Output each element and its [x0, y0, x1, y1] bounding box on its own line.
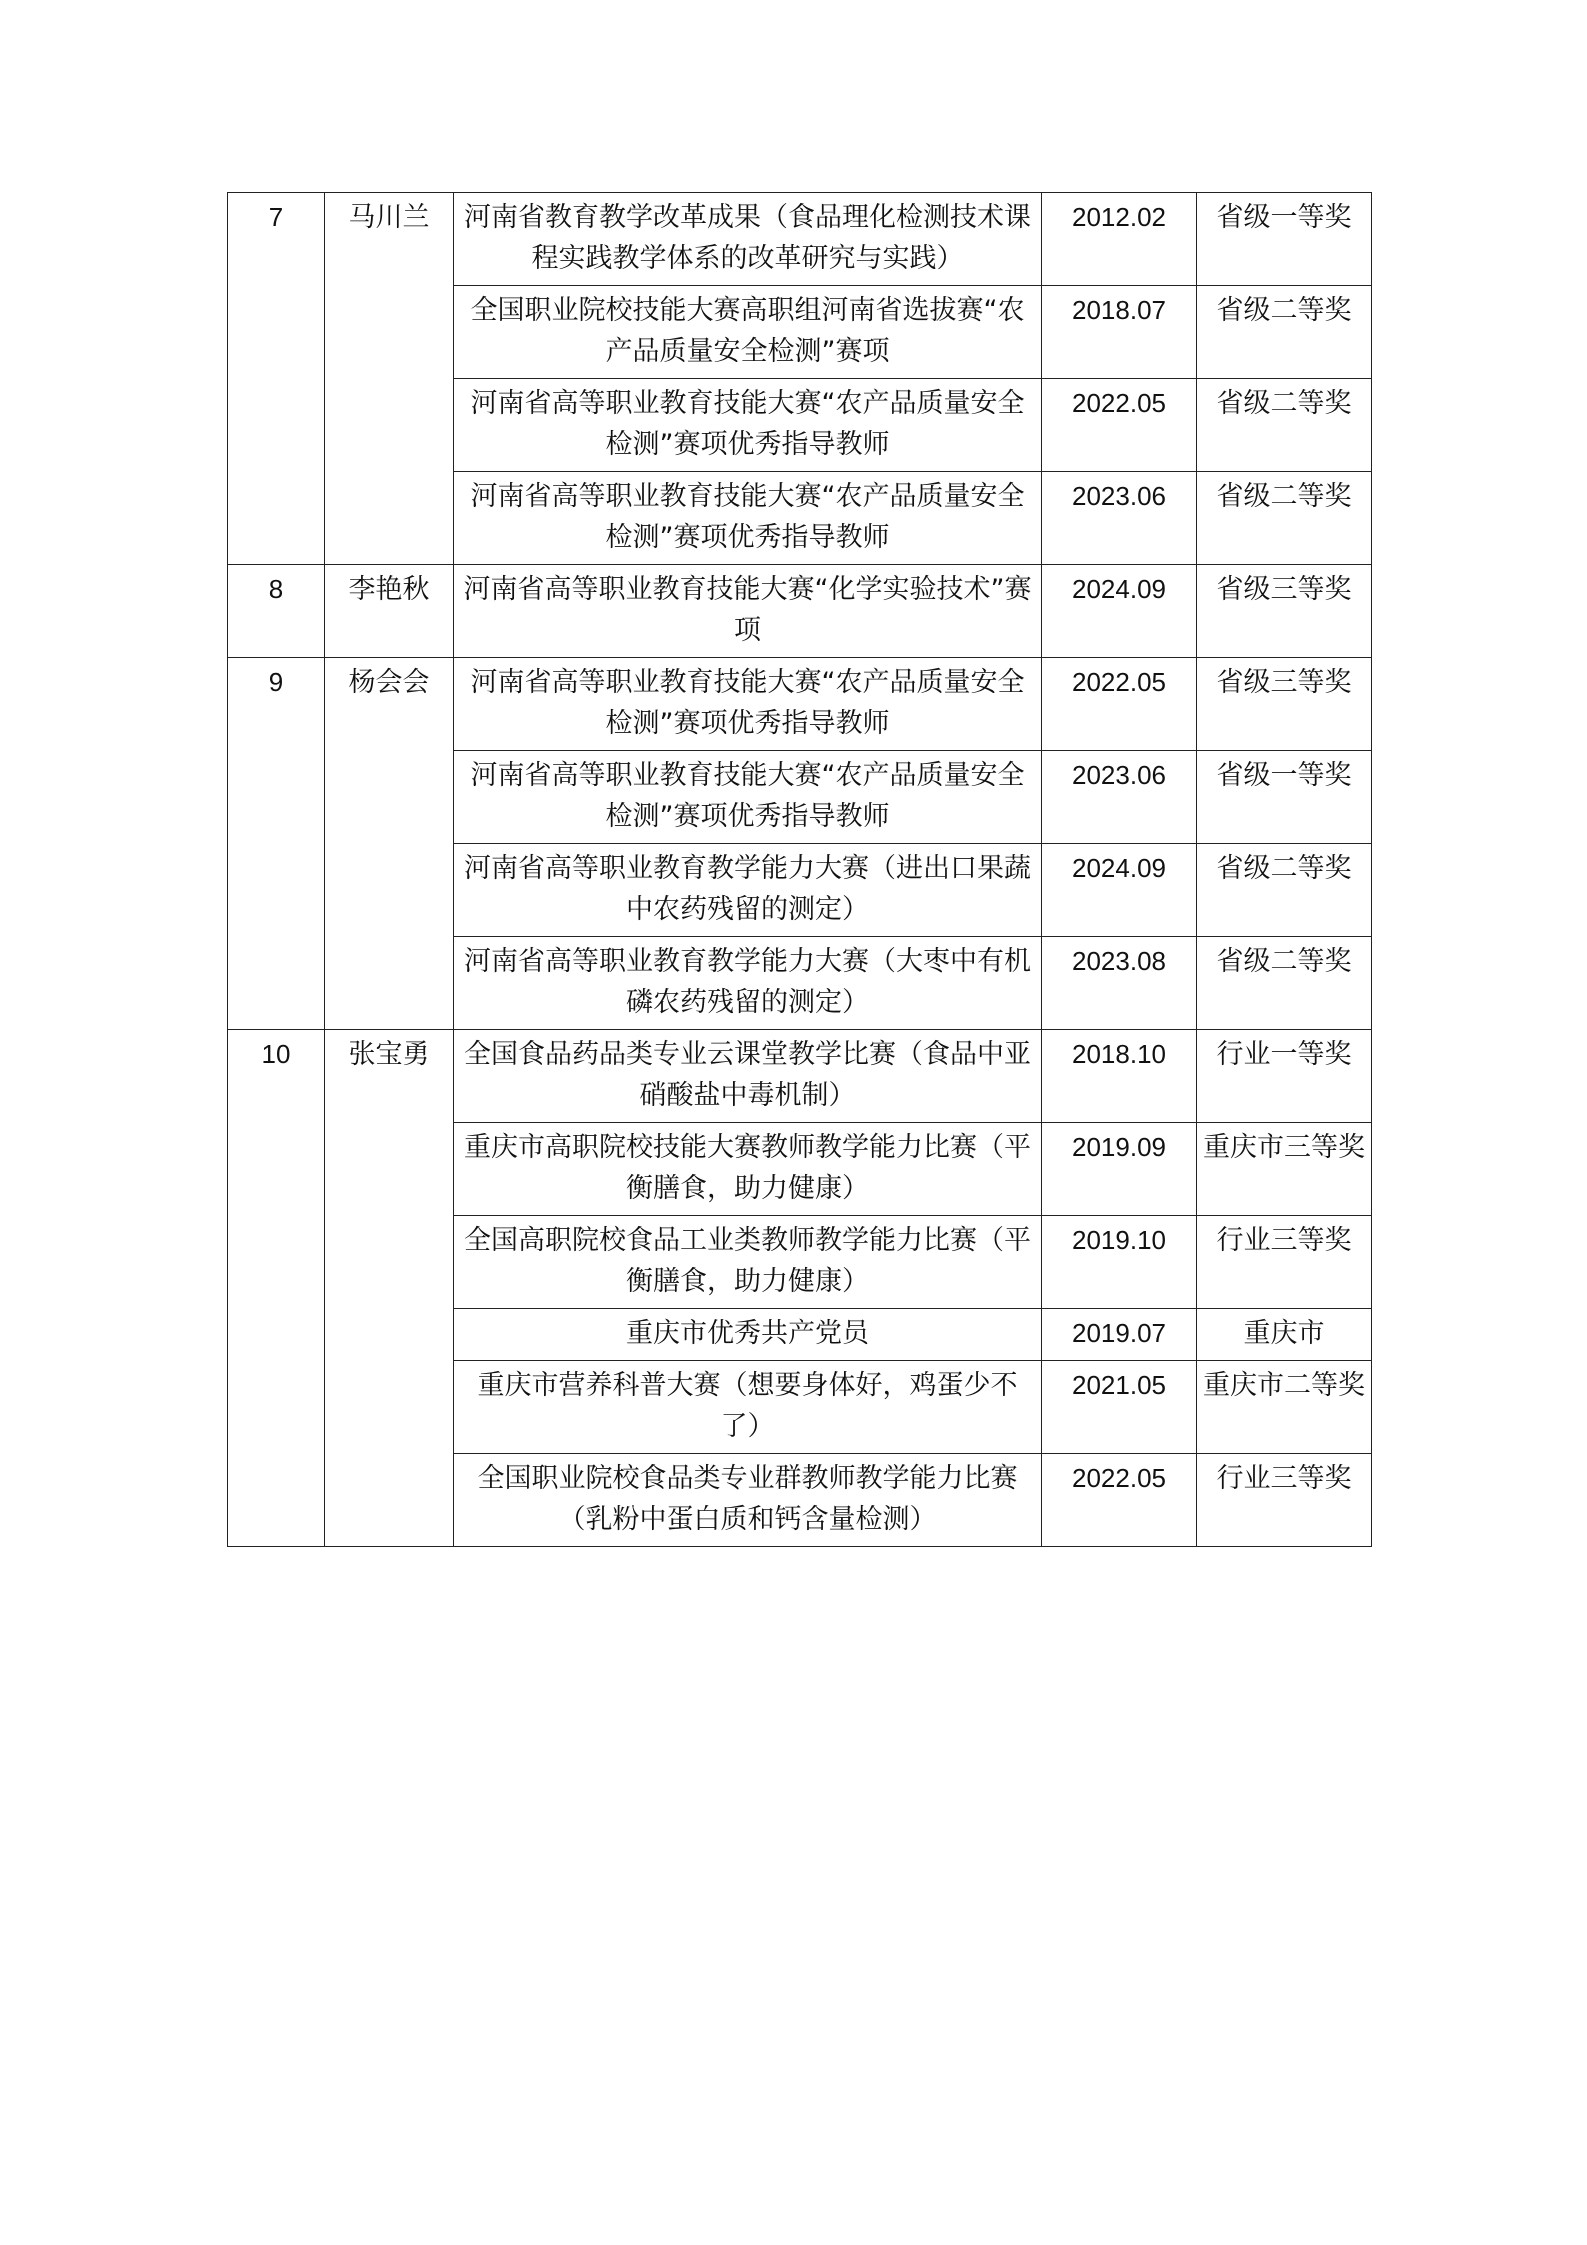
row-number: 8	[228, 565, 325, 658]
person-name: 张宝勇	[325, 1030, 454, 1547]
award-date: 2018.07	[1042, 286, 1197, 379]
row-number: 10	[228, 1030, 325, 1547]
award-level: 重庆市二等奖	[1197, 1361, 1372, 1454]
award-date: 2024.09	[1042, 565, 1197, 658]
award-level: 省级二等奖	[1197, 937, 1372, 1030]
person-name: 马川兰	[325, 193, 454, 565]
award-level: 重庆市三等奖	[1197, 1123, 1372, 1216]
person-name: 李艳秋	[325, 565, 454, 658]
award-date: 2019.09	[1042, 1123, 1197, 1216]
award-level: 省级一等奖	[1197, 751, 1372, 844]
award-date: 2012.02	[1042, 193, 1197, 286]
award-title: 重庆市营养科普大赛（想要身体好，鸡蛋少不了）	[454, 1361, 1042, 1454]
row-number: 9	[228, 658, 325, 1030]
table-row	[228, 193, 1372, 286]
person-name: 杨会会	[325, 658, 454, 1030]
award-title: 河南省高等职业教育技能大赛“农产品质量安全检测”赛项优秀指导教师	[454, 751, 1042, 844]
award-date: 2019.10	[1042, 1216, 1197, 1309]
award-date: 2023.06	[1042, 751, 1197, 844]
award-date: 2019.07	[1042, 1309, 1197, 1361]
award-date: 2022.05	[1042, 658, 1197, 751]
award-level: 省级一等奖	[1197, 193, 1372, 286]
award-title: 河南省高等职业教育技能大赛“农产品质量安全检测”赛项优秀指导教师	[454, 472, 1042, 565]
award-date: 2023.06	[1042, 472, 1197, 565]
award-level: 省级二等奖	[1197, 379, 1372, 472]
award-title: 全国职业院校技能大赛高职组河南省选拔赛“农产品质量安全检测”赛项	[454, 286, 1042, 379]
award-title: 全国职业院校食品类专业群教师教学能力比赛（乳粉中蛋白质和钙含量检测）	[454, 1454, 1042, 1547]
row-number: 7	[228, 193, 325, 565]
award-level: 省级二等奖	[1197, 472, 1372, 565]
award-title: 河南省高等职业教育技能大赛“农产品质量安全检测”赛项优秀指导教师	[454, 379, 1042, 472]
award-level: 行业一等奖	[1197, 1030, 1372, 1123]
award-level: 省级二等奖	[1197, 286, 1372, 379]
award-date: 2018.10	[1042, 1030, 1197, 1123]
award-level: 重庆市	[1197, 1309, 1372, 1361]
award-title: 河南省高等职业教育技能大赛“化学实验技术”赛项	[454, 565, 1042, 658]
awards-table	[227, 192, 1372, 1547]
award-title: 河南省高等职业教育教学能力大赛（进出口果蔬中农药残留的测定）	[454, 844, 1042, 937]
award-title: 河南省高等职业教育教学能力大赛（大枣中有机磷农药残留的测定）	[454, 937, 1042, 1030]
award-title: 全国高职院校食品工业类教师教学能力比赛（平衡膳食，助力健康）	[454, 1216, 1042, 1309]
award-title: 河南省高等职业教育技能大赛“农产品质量安全检测”赛项优秀指导教师	[454, 658, 1042, 751]
table-row	[228, 565, 1372, 658]
table-row	[228, 658, 1372, 751]
award-level: 省级三等奖	[1197, 658, 1372, 751]
award-title: 重庆市高职院校技能大赛教师教学能力比赛（平衡膳食，助力健康）	[454, 1123, 1042, 1216]
award-date: 2024.09	[1042, 844, 1197, 937]
award-date: 2022.05	[1042, 379, 1197, 472]
award-date: 2023.08	[1042, 937, 1197, 1030]
award-level: 省级三等奖	[1197, 565, 1372, 658]
award-level: 省级二等奖	[1197, 844, 1372, 937]
award-date: 2022.05	[1042, 1454, 1197, 1547]
award-title: 重庆市优秀共产党员	[454, 1309, 1042, 1361]
award-level: 行业三等奖	[1197, 1454, 1372, 1547]
award-title: 全国食品药品类专业云课堂教学比赛（食品中亚硝酸盐中毒机制）	[454, 1030, 1042, 1123]
award-level: 行业三等奖	[1197, 1216, 1372, 1309]
award-title: 河南省教育教学改革成果（食品理化检测技术课程实践教学体系的改革研究与实践）	[454, 193, 1042, 286]
award-date: 2021.05	[1042, 1361, 1197, 1454]
table-row	[228, 1030, 1372, 1123]
